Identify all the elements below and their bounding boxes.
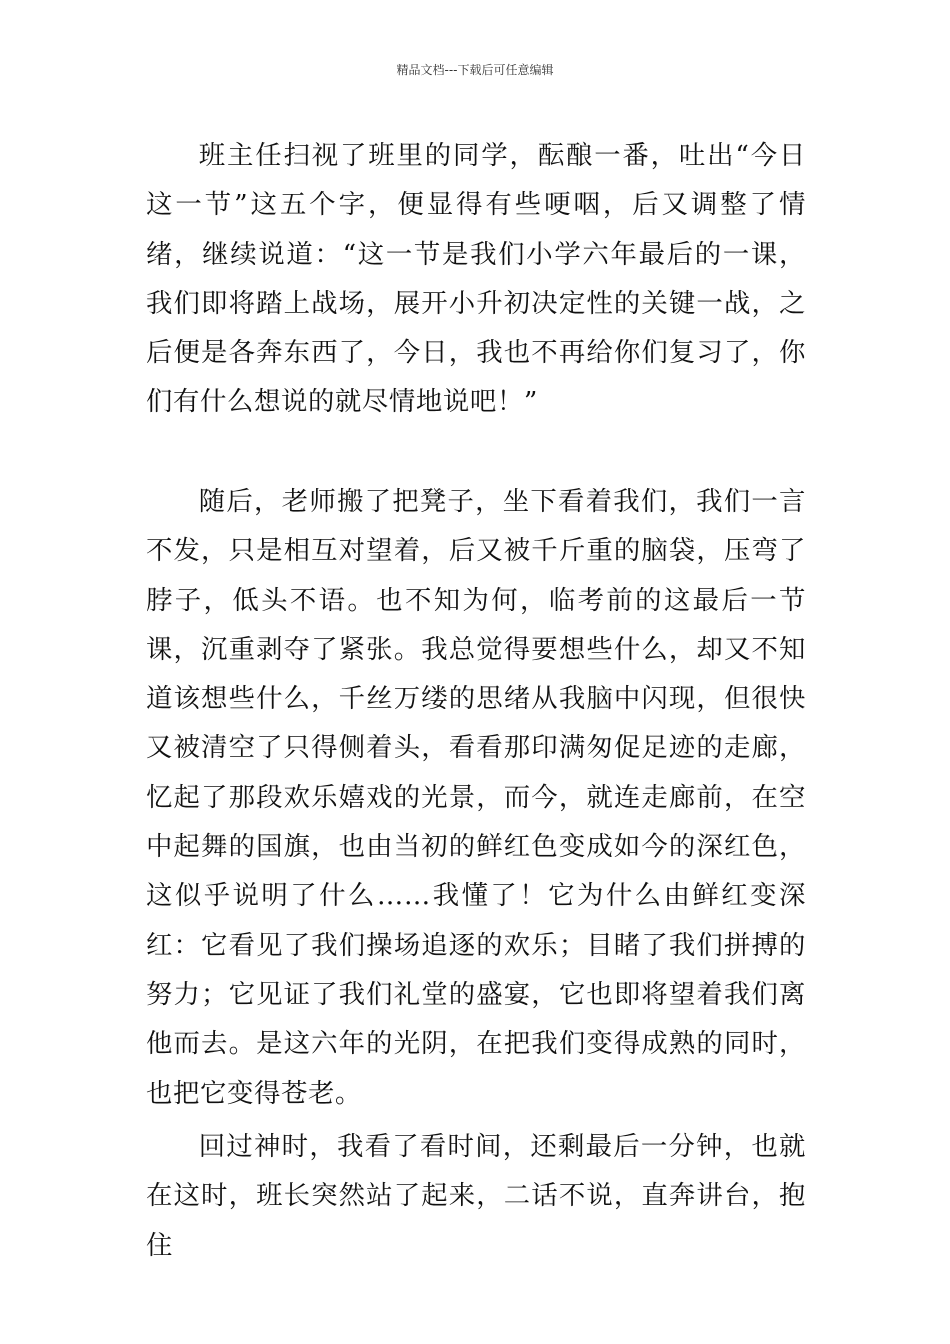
page-header: 精品文档---下载后可任意编辑 bbox=[396, 63, 554, 77]
paragraph-3: 回过神时，我看了看时间，还剩最后一分钟，也就在这时，班长突然站了起来，二话不说，直奔讲台，抱住 bbox=[146, 1131, 806, 1261]
paragraph-1: 班主任扫视了班里的同学，酝酿一番，吐出“今日这一节”这五个字，便显得有些哽咽，后又调整了情绪，继续说道：“这一节是我们小学六年最后的一课，我们即将踏上战场，展开小升初决定性的关键一战，之后便是各奔东西了，今日，我也不再给你们复习了，你们有什么想说的就尽情地说吧！” bbox=[146, 140, 806, 418]
paragraph-2: 随后，老师搬了把凳子，坐下看着我们，我们一言不发，只是相互对望着，后又被千斤重的脑袋，压弯了脖子，低头不语。也不知为何，临考前的这最后一节课，沉重剥夺了紧张。我总觉得要想些什么，却又不知道该想些什么，千丝万缕的思绪从我脑中闪现，但很快又被清空了只得侧着头，看看那印满匆促足迹的走廊，忆起了那段欢乐嬉戏的光景，而今，就连走廊前，在空中起舞的国旗，也由当初的鲜红色变成如今的深红色，这似乎说明了什么……我懂了！它为什么由鲜红变深红：它看见了我们操场追逐的欢乐；目睹了我们拼搏的努力；它见证了我们礼堂的盛宴，它也即将望着我们离他而去。是这六年的光阴，在把我们变得成熟的同时，也把它变得苍老。 bbox=[146, 486, 806, 1109]
